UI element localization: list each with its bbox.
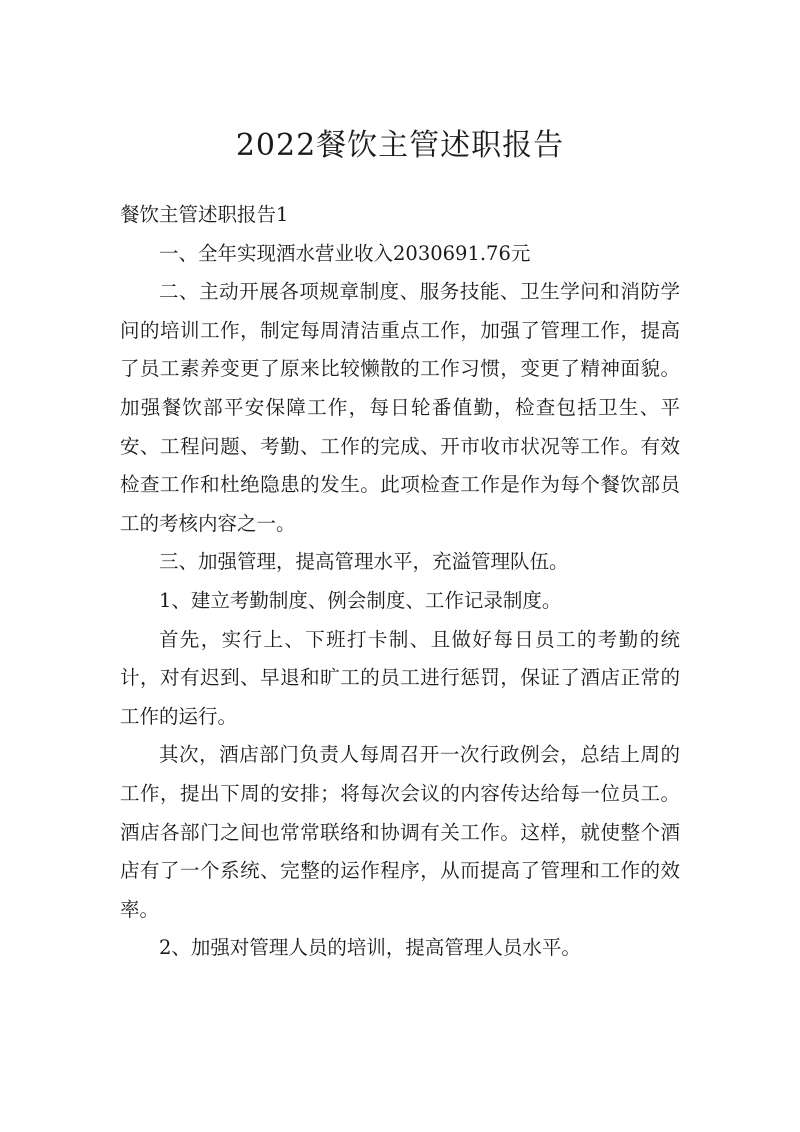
- document-title: 2022餐饮主管述职报告: [235, 128, 565, 163]
- paragraph: 一、全年实现酒水营业收入2030691.76元: [159, 241, 531, 265]
- paragraph: 1、建立考勤制度、例会制度、工作记录制度。: [159, 588, 562, 612]
- paragraph: 三、加强管理，提高管理水平，充溢管理队伍。: [159, 550, 569, 574]
- paragraph: 首先，实行上、下班打卡制、且做好每日员工的考勤的统计，对有迟到、早退和旷工的员工进行惩罚，保证了酒店正常的工作的运行。: [120, 627, 680, 728]
- paragraph: 其次，酒店部门负责人每周召开一次行政例会，总结上周的工作，提出下周的安排；将每次会议的内容传达给每一位员工。酒店各部门之间也常常联络和协调有关工作。这样，就使整个酒店有了一个系统、完整的运作程序，从而提高了管理和工作的效率。: [120, 743, 680, 921]
- paragraph: 二、主动开展各项规章制度、服务技能、卫生学问和消防学问的培训工作，制定每周清洁重点工作，加强了管理工作，提高了员工素养变更了原来比较懒散的工作习惯，变更了精神面貌。加强餐饮部平安保障工作，每日轮番值勤，检查包括卫生、平安、工程问题、考勤、工作的完成、开市收市状况等工作。有效检查工作和杜绝隐患的发生。此项检查工作是作为每个餐饮部员工的考核内容之一。: [120, 280, 680, 535]
- paragraph: 2、加强对管理人员的培训，提高管理人员水平。: [159, 936, 581, 960]
- document-body: [120, 196, 680, 968]
- section-heading: 餐饮主管述职报告1: [120, 203, 289, 226]
